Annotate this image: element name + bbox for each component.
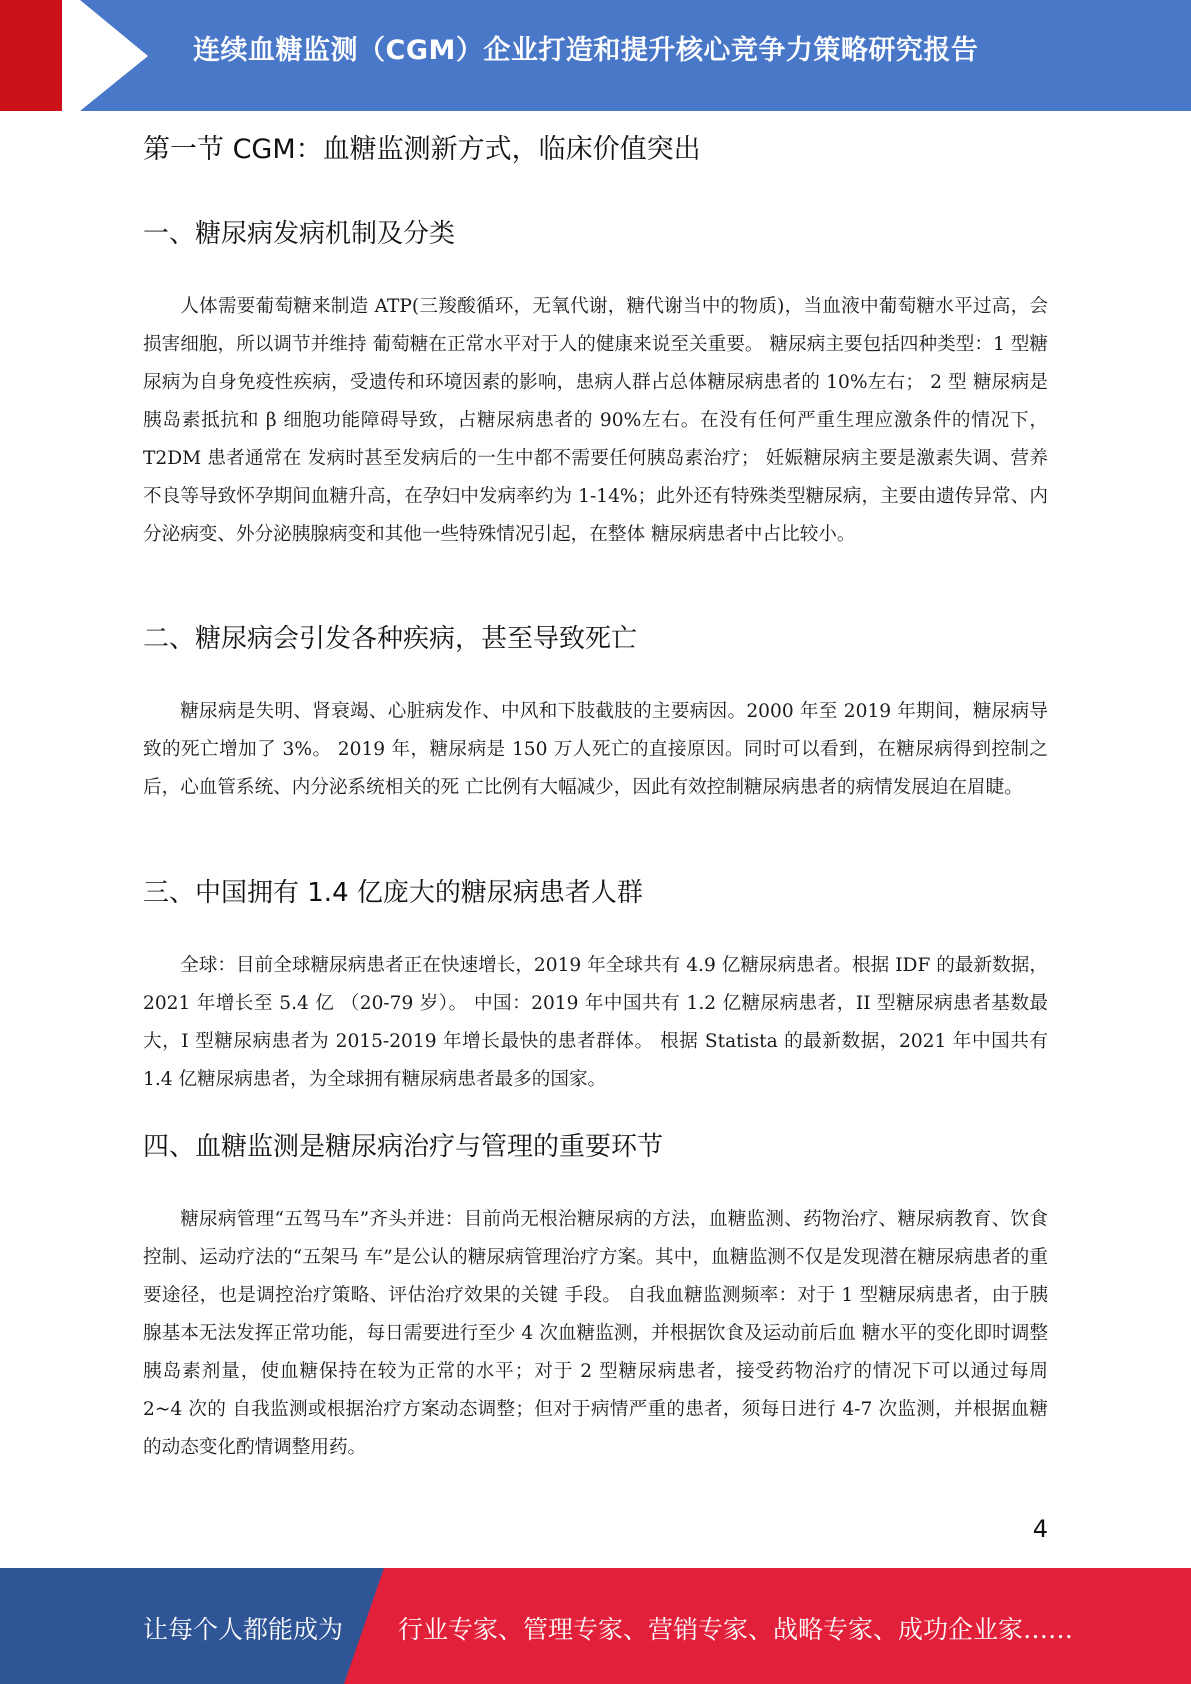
footer-slogan-left: 让每个人都能成为 xyxy=(143,1615,344,1644)
heading-diabetes-complications: 二、糖尿病会引发各种疾病，甚至导致死亡 xyxy=(143,624,638,654)
paragraph-diabetes-mechanism: 人体需要葡萄糖来制造 ATP(三羧酸循环，无氧代谢，糖代谢当中的物质)，当血液中葡萄糖水平过高，会损害细胞，所以调节并维持 葡萄糖在正常水平对于人的健康来说至关重要。 糖尿病主要包括四种类型：1 型糖尿病为自身免疫性疾病，受遗传和环境因素的影响，患病人群占总体糖尿病患者的 10%左右； 2 型 糖尿病是胰岛素抵抗和 β 细胞功能障碍导致，占糖尿病患者的 90%左右。在没有任何严重生理应激条件的情况下，T2DM 患者通常在 发病时甚至发病后的一生中都不需要任何胰岛素治疗； 妊娠糖尿病主要是激素失调、营养不良等导致怀孕期间血糖升高，在孕妇中发病率约为 1-14%；此外还有特殊类型糖尿病，主要由遗传异常、内分泌病变、外分泌胰腺病变和其他一些特殊情况引起，在整体 糖尿病患者中占比较小。 xyxy=(143,296,1048,545)
heading-diabetes-mechanism: 一、糖尿病发病机制及分类 xyxy=(143,219,456,249)
report-title: 连续血糖监测（CGM）企业打造和提升核心竞争力策略研究报告 xyxy=(193,35,979,66)
paragraph-china-patients: 全球：目前全球糖尿病患者正在快速增长，2019 年全球共有 4.9 亿糖尿病患者。根据 IDF 的最新数据，2021 年增长至 5.4 亿 （20-79 岁）。 中国：2019 年中国共有 1.2 亿糖尿病患者，II 型糖尿病患者基数最大，I 型糖尿病患者为 2015-2019 年增长最快的患者群体。 根据 Statista 的最新数据，2021 年中国共有 1.4 亿糖尿病患者，为全球拥有糖尿病患者最多的国家。 xyxy=(143,955,1048,1090)
page-number: 4 xyxy=(1032,1515,1048,1543)
heading-china-patients: 三、中国拥有 1.4 亿庞大的糖尿病患者人群 xyxy=(143,878,643,908)
footer-banner xyxy=(0,1568,1191,1684)
heading-glucose-monitoring: 四、血糖监测是糖尿病治疗与管理的重要环节 xyxy=(143,1132,664,1162)
paragraph-diabetes-complications: 糖尿病是失明、肾衰竭、心脏病发作、中风和下肢截肢的主要病因。2000 年至 2019 年期间，糖尿病导致的死亡增加了 3%。 2019 年，糖尿病是 150 万人死亡的直接原因。同时可以看到，在糖尿病得到控制之后，心血管系统、内分泌系统相关的死 亡比例有大幅减少，因此有效控制糖尿病患者的病情发展迫在眉睫。 xyxy=(143,701,1048,798)
paragraph-glucose-monitoring: 糖尿病管理“五驾马车”齐头并进：目前尚无根治糖尿病的方法，血糖监测、药物治疗、糖尿病教育、饮食控制、运动疗法的“五架马 车”是公认的糖尿病管理治疗方案。其中，血糖监测不仅是发现潜在糖尿病患者的重要途径，也是调控治疗策略、评估治疗效果的关键 手段。 自我血糖监测频率：对于 1 型糖尿病患者，由于胰腺基本无法发挥正常功能，每日需要进行至少 4 次血糖监测，并根据饮食及运动前后血 糖水平的变化即时调整胰岛素剂量，使血糖保持在较为正常的水平；对于 2 型糖尿病患者，接受药物治疗的情况下可以通过每周 2~4 次的 自我监测或根据治疗方案动态调整；但对于病情严重的患者，须每日进行 4-7 次监测，并根据血糖的动态变化酌情调整用药。 xyxy=(143,1209,1048,1458)
section-title: 第一节 CGM：血糖监测新方式，临床价值突出 xyxy=(143,134,701,165)
header-banner xyxy=(0,0,1191,111)
footer-slogan-right: 行业专家、管理专家、营销专家、战略专家、成功企业家…… xyxy=(398,1615,1074,1644)
